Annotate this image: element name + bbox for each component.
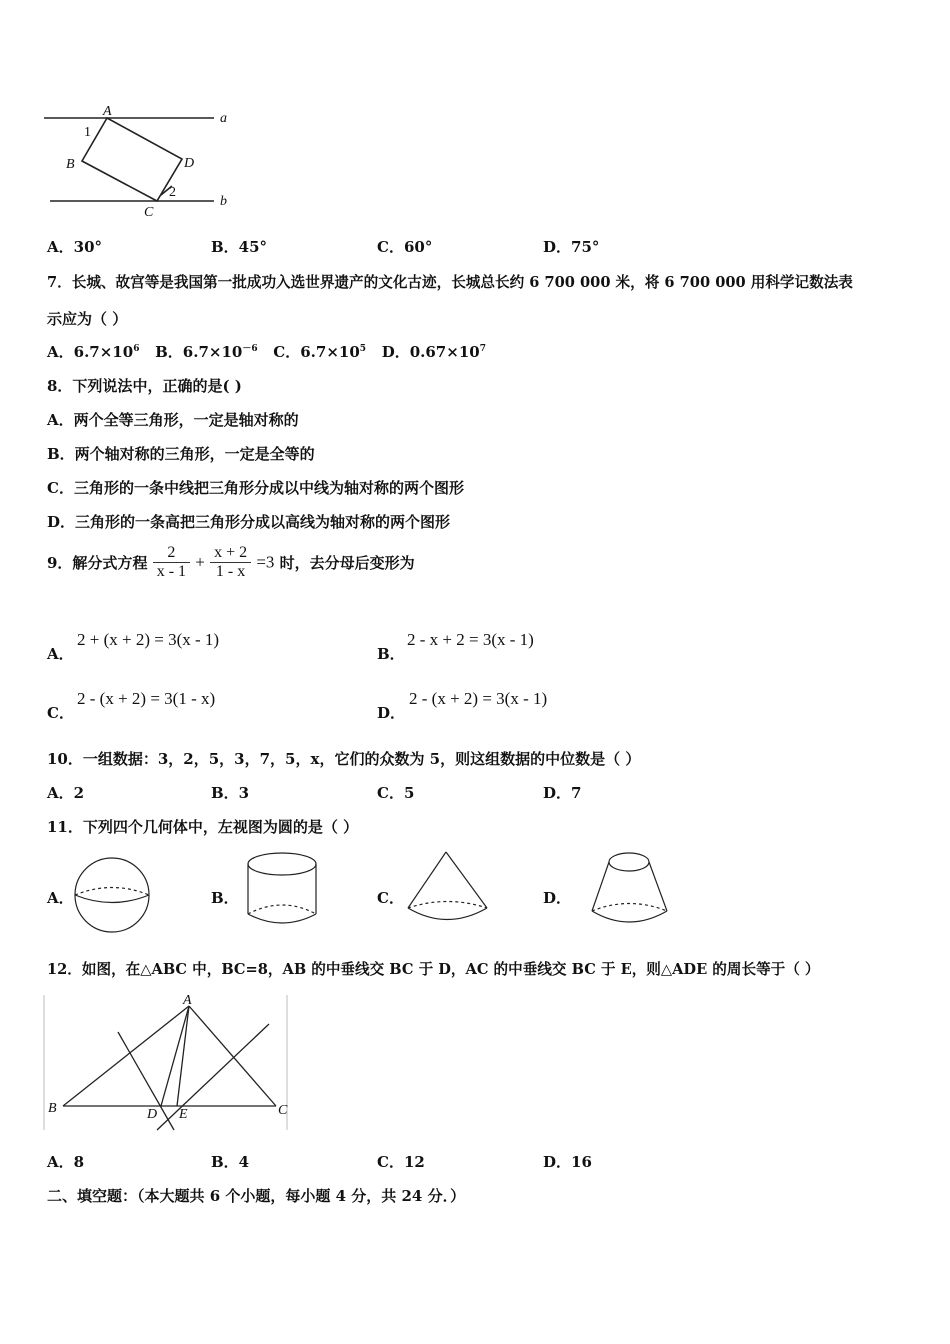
q10-option-a: A．2 [47, 784, 85, 802]
q9-rhs: =3 [256, 552, 275, 572]
q9-option-c-expr: 2 - (x + 2) = 3(1 - x) [77, 689, 216, 708]
q9-stem-prefix: 9．解分式方程 [47, 554, 148, 572]
q7-option-b: B．$6.7\times 10^{-6}$ [155, 343, 258, 361]
frustum-shape [590, 851, 680, 931]
q9-plus: + [195, 552, 205, 572]
q10-option-d: D．7 [543, 784, 582, 802]
q8-option-a: A．两个全等三角形，一定是轴对称的 [47, 411, 299, 429]
sphere-shape [75, 856, 155, 936]
q11-option-d-label: D． [543, 889, 572, 907]
q9-frac1-denominator: x - 1 [156, 563, 187, 580]
q7-option-d: D．$0.67\times 10^7$ [381, 343, 486, 361]
q6-option-a: A．30° [47, 238, 103, 256]
q8-option-c: C．三角形的一条中线把三角形分成以中线为轴对称的两个图形 [47, 479, 464, 497]
q12-option-b: B．4 [211, 1153, 250, 1171]
q12-option-a: A．8 [47, 1153, 85, 1171]
q12-label-D: D [147, 1107, 158, 1122]
q9-fraction-2 [210, 544, 251, 581]
q12-label-A: A [183, 993, 192, 1008]
q10-stem: 10．一组数据：3，2，5，3，7，5，x，它们的众数为 5，则这组数据的中位数是（ ） [47, 750, 641, 768]
q6-label-1: 1 [84, 125, 91, 140]
q12-option-c: C．12 [377, 1153, 425, 1171]
q10-option-c: C．5 [377, 784, 415, 802]
q11-option-a-label: A． [47, 889, 74, 907]
q6-label-b: b [220, 194, 227, 209]
q6-label-C: C [144, 205, 154, 220]
q6-option-c: C．60° [377, 238, 433, 256]
q9-stem [47, 544, 415, 581]
q9-option-a-expr: 2 + (x + 2) = 3(x - 1) [77, 630, 220, 649]
q9-frac2-denominator: 1 - x [215, 563, 246, 580]
q7-options [47, 341, 486, 362]
q9-option-d-label: D． [377, 704, 406, 722]
q7-stem-line1: 7．长城、故宫等是我国第一批成功入选世界遗产的文化古迹，长城总长约 6 700 000 米，将 6 700 000 用科学记数法表 [47, 274, 853, 291]
q9-option-c-label: C． [47, 704, 74, 722]
q9-option-b-expr: 2 - x + 2 = 3(x - 1) [407, 630, 534, 649]
q6-parallel-lines-figure [44, 104, 244, 224]
q12-label-B: B [48, 1101, 57, 1116]
q7-option-a: A．$6.7\times 10^6$ [47, 343, 140, 361]
q6-option-d: D．75° [543, 238, 600, 256]
q7-option-c: C．$6.7\times 10^5$ [273, 343, 367, 361]
q9-option-a-label: A． [47, 645, 74, 663]
q6-label-a: a [220, 111, 227, 126]
q10-option-b: B．3 [211, 784, 250, 802]
q6-label-2: 2 [169, 185, 176, 200]
q7-stem-line2: 示应为（ ） [47, 310, 128, 328]
q11-stem: 11．下列四个几何体中，左视图为圆的是（ ） [47, 818, 359, 836]
q6-option-b: B．45° [211, 238, 268, 256]
section2-heading: 二、填空题：（本大题共 6 个小题，每小题 4 分，共 24 分．） [47, 1187, 466, 1205]
q9-fraction-1 [153, 544, 190, 581]
q9-frac2-numerator: x + 2 [210, 544, 251, 563]
q9-stem-suffix: 时，去分母后变形为 [279, 554, 415, 572]
q12-label-E: E [179, 1107, 188, 1122]
q11-option-b-label: B． [211, 889, 239, 907]
q11-option-c-label: C． [377, 889, 404, 907]
q12-figure-drawing [44, 995, 287, 1130]
q6-label-A: A [103, 104, 112, 119]
q12-label-C: C [278, 1103, 288, 1118]
q9-option-b-label: B． [377, 645, 405, 663]
q9-option-d-expr: 2 - (x + 2) = 3(x - 1) [409, 689, 548, 708]
cone-shape [405, 851, 495, 931]
q6-label-B: B [66, 157, 75, 172]
q8-option-d: D．三角形的一条高把三角形分成以高线为轴对称的两个图形 [47, 513, 451, 531]
q12-stem: 12．如图，在△ABC 中，BC=8，AB 的中垂线交 BC 于 D，AC 的中垂线交 BC 于 E，则△ADE 的周长等于（ ） [47, 961, 820, 978]
cylinder-shape [247, 852, 327, 932]
q6-label-D: D [184, 156, 195, 171]
q12-triangle-figure [44, 994, 294, 1134]
q9-frac1-numerator: 2 [153, 544, 190, 563]
q12-option-d: D．16 [543, 1153, 592, 1171]
q8-option-b: B．两个轴对称的三角形，一定是全等的 [47, 445, 315, 463]
q8-stem: 8．下列说法中，正确的是( ) [47, 377, 242, 395]
